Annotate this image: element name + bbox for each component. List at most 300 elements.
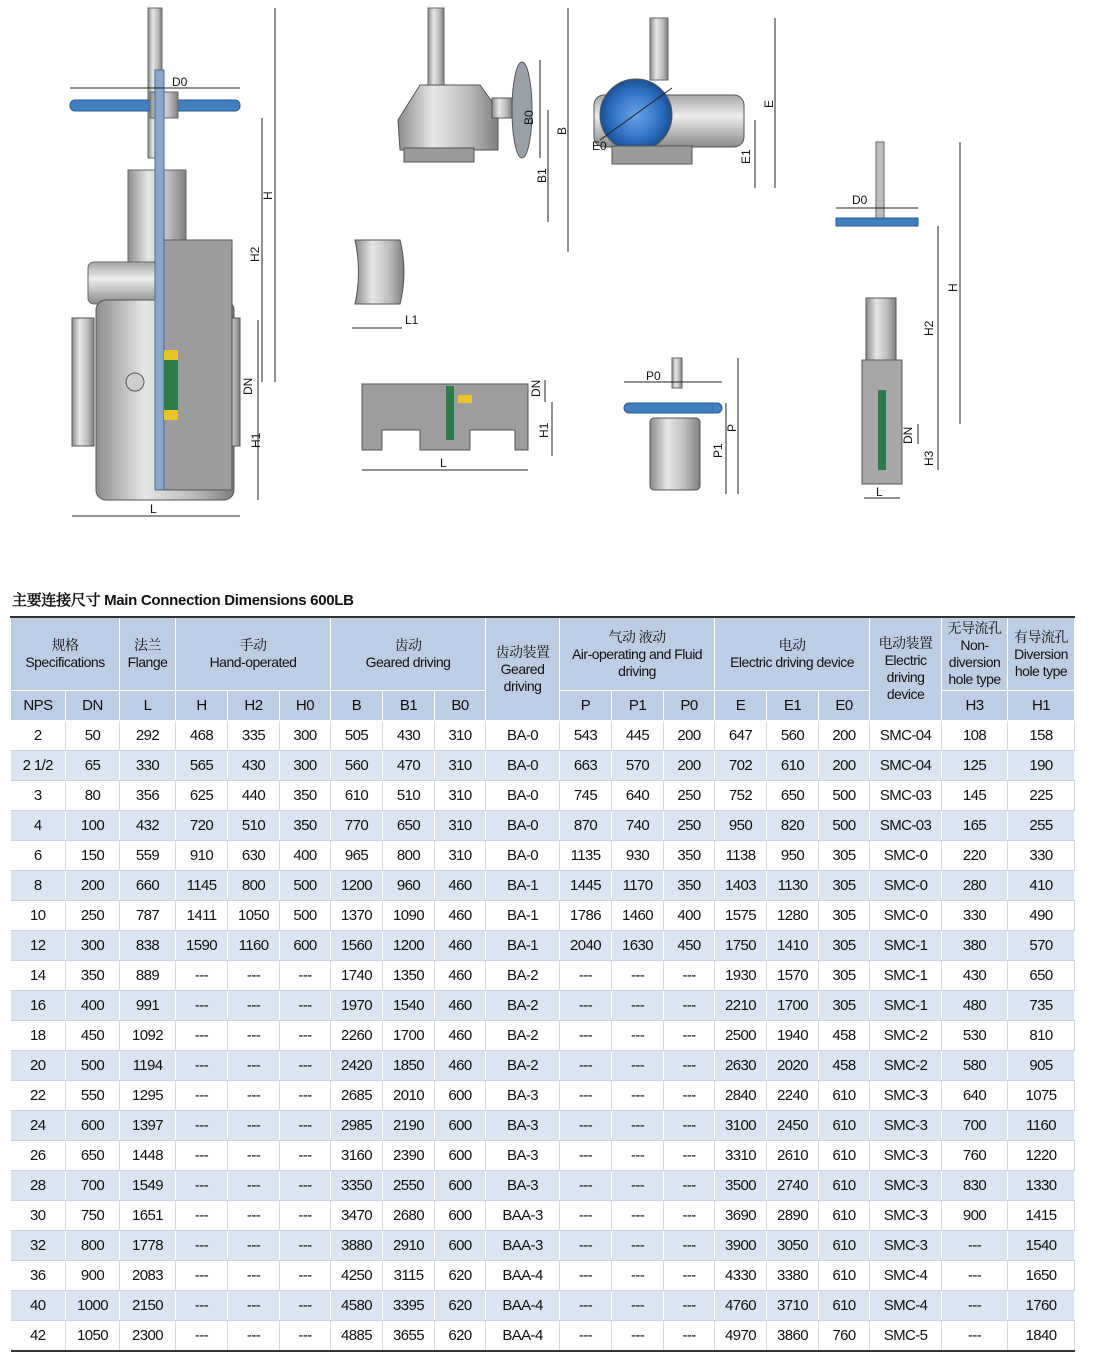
dim-knife-l: L <box>876 485 883 499</box>
table-cell: 905 <box>1008 1051 1075 1081</box>
table-cell: 2 <box>11 721 66 751</box>
table-cell: 760 <box>942 1141 1008 1171</box>
table-cell: --- <box>560 991 612 1021</box>
table-cell: --- <box>280 1021 331 1051</box>
table-cell: 610 <box>819 1231 870 1261</box>
table-cell: 350 <box>280 781 331 811</box>
table-cell: 225 <box>1008 781 1075 811</box>
table-cell: SMC-0 <box>870 871 942 901</box>
table-cell: 2420 <box>331 1051 383 1081</box>
table-cell: 305 <box>819 961 870 991</box>
table-cell: 305 <box>819 901 870 931</box>
table-cell: 4970 <box>715 1321 767 1352</box>
table-row <box>11 811 1075 841</box>
table-cell: 702 <box>715 751 767 781</box>
dim-section-l: L <box>440 456 447 470</box>
table-cell: 650 <box>66 1141 120 1171</box>
col-h2: H2 <box>228 691 280 721</box>
table-cell: --- <box>280 1261 331 1291</box>
table-cell: 889 <box>120 961 176 991</box>
table-cell: 700 <box>66 1171 120 1201</box>
table-cell: 1940 <box>767 1021 819 1051</box>
pneumatic-actuator-drawing <box>624 358 739 494</box>
table-cell: --- <box>228 1081 280 1111</box>
table-cell: 1075 <box>1008 1081 1075 1111</box>
table-cell: 3160 <box>331 1141 383 1171</box>
table-cell: 1560 <box>331 931 383 961</box>
table-cell: --- <box>664 1021 715 1051</box>
table-cell: 1448 <box>120 1141 176 1171</box>
table-cell: --- <box>280 1291 331 1321</box>
dim-knife-h2: H2 <box>922 320 936 336</box>
col-h1: H1 <box>1008 691 1075 721</box>
table-cell: 1135 <box>560 841 612 871</box>
table-cell: 1549 <box>120 1171 176 1201</box>
dim-b1: B1 <box>535 168 549 183</box>
dim-knife-dn: DN <box>901 426 915 444</box>
table-cell: 460 <box>435 991 486 1021</box>
table-cell: BA-3 <box>486 1081 560 1111</box>
table-cell: 760 <box>819 1321 870 1352</box>
electric-actuator-drawing <box>592 18 776 188</box>
table-cell: --- <box>612 1111 664 1141</box>
table-cell: 500 <box>280 871 331 901</box>
table-cell: 570 <box>612 751 664 781</box>
table-cell: 310 <box>435 811 486 841</box>
table-cell: --- <box>664 1291 715 1321</box>
table-cell: --- <box>612 1141 664 1171</box>
table-cell: 24 <box>11 1111 66 1141</box>
table-cell: SMC-1 <box>870 961 942 991</box>
table-cell: 600 <box>435 1201 486 1231</box>
dim-h1: H1 <box>249 432 263 448</box>
table-row <box>11 751 1075 781</box>
table-cell: 200 <box>819 751 870 781</box>
table-cell: 600 <box>435 1171 486 1201</box>
table-cell: SMC-3 <box>870 1111 942 1141</box>
table-cell: BAA-3 <box>486 1201 560 1231</box>
group-electric: 电动 Electric driving device <box>715 617 870 691</box>
table-cell: 305 <box>819 871 870 901</box>
table-cell: 2083 <box>120 1261 176 1291</box>
table-cell: 292 <box>120 721 176 751</box>
dim-h2: H2 <box>248 246 262 262</box>
table-cell: SMC-3 <box>870 1171 942 1201</box>
table-cell: 1540 <box>383 991 435 1021</box>
dimensions-table <box>10 616 1075 1352</box>
table-cell: --- <box>280 1171 331 1201</box>
table-cell: 530 <box>942 1021 1008 1051</box>
table-cell: 158 <box>1008 721 1075 751</box>
table-cell: 2150 <box>120 1291 176 1321</box>
table-cell: --- <box>560 1321 612 1352</box>
table-cell: --- <box>612 1081 664 1111</box>
table-cell: 460 <box>435 961 486 991</box>
table-cell: --- <box>280 961 331 991</box>
dim-p: P <box>725 423 739 432</box>
table-cell: 335 <box>228 721 280 751</box>
table-cell: 1590 <box>176 931 228 961</box>
table-cell: 610 <box>331 781 383 811</box>
table-cell: SMC-3 <box>870 1081 942 1111</box>
table-cell: 3050 <box>767 1231 819 1261</box>
table-cell: 2 1/2 <box>11 751 66 781</box>
table-cell: 1575 <box>715 901 767 931</box>
table-cell: --- <box>664 1201 715 1231</box>
table-cell: 305 <box>819 841 870 871</box>
dim-e1: E1 <box>739 149 753 164</box>
table-cell: 620 <box>435 1261 486 1291</box>
table-cell: --- <box>176 1141 228 1171</box>
table-cell: --- <box>228 1261 280 1291</box>
table-cell: SMC-3 <box>870 1141 942 1171</box>
table-cell: 165 <box>942 811 1008 841</box>
table-row <box>11 721 1075 751</box>
col-l: L <box>120 691 176 721</box>
table-cell: 1370 <box>331 901 383 931</box>
table-cell: 1778 <box>120 1231 176 1261</box>
table-cell: 356 <box>120 781 176 811</box>
table-cell: 50 <box>66 721 120 751</box>
table-cell: --- <box>176 1171 228 1201</box>
table-cell: 960 <box>383 871 435 901</box>
table-cell: 2040 <box>560 931 612 961</box>
table-cell: 3710 <box>767 1291 819 1321</box>
table-cell: --- <box>664 1321 715 1352</box>
table-cell: 3395 <box>383 1291 435 1321</box>
table-cell: --- <box>560 1051 612 1081</box>
table-cell: BAA-4 <box>486 1261 560 1291</box>
group-diversion: 有导流孔 Diversion hole type <box>1008 617 1075 691</box>
table-cell: 280 <box>942 871 1008 901</box>
table-cell: 3115 <box>383 1261 435 1291</box>
table-cell: 830 <box>942 1171 1008 1201</box>
table-cell: SMC-5 <box>870 1321 942 1352</box>
table-cell: 2390 <box>383 1141 435 1171</box>
col-h: H <box>176 691 228 721</box>
table-cell: 1630 <box>612 931 664 961</box>
table-body <box>11 721 1075 1352</box>
table-cell: 1350 <box>383 961 435 991</box>
table-cell: 400 <box>280 841 331 871</box>
table-cell: 28 <box>11 1171 66 1201</box>
table-cell: 600 <box>435 1111 486 1141</box>
table-cell: 36 <box>11 1261 66 1291</box>
table-cell: SMC-0 <box>870 841 942 871</box>
table-cell: BAA-3 <box>486 1231 560 1261</box>
table-cell: 838 <box>120 931 176 961</box>
table-cell: 445 <box>612 721 664 751</box>
table-cell: 350 <box>664 841 715 871</box>
table-cell: --- <box>280 1201 331 1231</box>
table-cell: --- <box>228 961 280 991</box>
table-cell: 468 <box>176 721 228 751</box>
table-cell: 1570 <box>767 961 819 991</box>
table-cell: 1415 <box>1008 1201 1075 1231</box>
table-cell: --- <box>228 1171 280 1201</box>
table-cell: BA-2 <box>486 1021 560 1051</box>
table-cell: --- <box>228 991 280 1021</box>
table-cell: SMC-03 <box>870 781 942 811</box>
dim-section-h1: H1 <box>537 422 551 438</box>
table-cell: 10 <box>11 901 66 931</box>
group-geared-device: 齿动装置 Geared driving <box>486 617 560 721</box>
table-cell: 2840 <box>715 1081 767 1111</box>
table-cell: 3470 <box>331 1201 383 1231</box>
table-cell: --- <box>280 1141 331 1171</box>
table-cell: 950 <box>715 811 767 841</box>
table-cell: --- <box>280 1111 331 1141</box>
table-cell: --- <box>560 1021 612 1051</box>
table-cell: BA-2 <box>486 1051 560 1081</box>
table-cell: 4885 <box>331 1321 383 1352</box>
table-cell: 560 <box>767 721 819 751</box>
table-cell: --- <box>560 961 612 991</box>
table-cell: 600 <box>280 931 331 961</box>
table-cell: 1700 <box>767 991 819 1021</box>
table-cell: BA-2 <box>486 991 560 1021</box>
table-cell: 610 <box>819 1261 870 1291</box>
table-cell: --- <box>228 1201 280 1231</box>
table-cell: BAA-4 <box>486 1321 560 1352</box>
table-cell: 870 <box>560 811 612 841</box>
col-dn: DN <box>66 691 120 721</box>
table-cell: 3310 <box>715 1141 767 1171</box>
table-cell: --- <box>176 1111 228 1141</box>
table-cell: BAA-4 <box>486 1291 560 1321</box>
table-cell: 470 <box>383 751 435 781</box>
table-cell: 600 <box>435 1141 486 1171</box>
table-cell: 700 <box>942 1111 1008 1141</box>
table-cell: --- <box>560 1171 612 1201</box>
table-cell: 458 <box>819 1051 870 1081</box>
table-cell: 20 <box>11 1051 66 1081</box>
table-cell: SMC-04 <box>870 721 942 751</box>
table-cell: 600 <box>435 1081 486 1111</box>
table-row <box>11 1321 1075 1352</box>
table-cell: SMC-03 <box>870 811 942 841</box>
table-cell: 3350 <box>331 1171 383 1201</box>
table-cell: 250 <box>66 901 120 931</box>
table-cell: 330 <box>942 901 1008 931</box>
table-cell: SMC-4 <box>870 1291 942 1321</box>
table-cell: 2610 <box>767 1141 819 1171</box>
table-cell: 440 <box>228 781 280 811</box>
table-cell: --- <box>612 961 664 991</box>
table-cell: 1200 <box>383 931 435 961</box>
table-cell: 255 <box>1008 811 1075 841</box>
table-cell: --- <box>664 1051 715 1081</box>
table-cell: 310 <box>435 781 486 811</box>
header-group-row <box>11 617 1075 691</box>
table-cell: BA-0 <box>486 751 560 781</box>
table-cell: 145 <box>942 781 1008 811</box>
table-cell: 2550 <box>383 1171 435 1201</box>
table-cell: 580 <box>942 1051 1008 1081</box>
table-cell: 745 <box>560 781 612 811</box>
table-cell: 250 <box>664 781 715 811</box>
table-cell: 910 <box>176 841 228 871</box>
table-cell: 900 <box>942 1201 1008 1231</box>
table-cell: 330 <box>120 751 176 781</box>
dim-e: E <box>762 99 776 108</box>
table-cell: 650 <box>767 781 819 811</box>
table-cell: 2240 <box>767 1081 819 1111</box>
dim-knife-h3: H3 <box>922 450 936 466</box>
table-cell: 1200 <box>331 871 383 901</box>
table-cell: --- <box>280 1081 331 1111</box>
dim-p1: P1 <box>711 443 725 458</box>
table-cell: BA-0 <box>486 811 560 841</box>
table-cell: 410 <box>1008 871 1075 901</box>
col-e: E <box>715 691 767 721</box>
table-cell: 310 <box>435 751 486 781</box>
table-cell: 2450 <box>767 1111 819 1141</box>
table-cell: 810 <box>1008 1021 1075 1051</box>
table-cell: 2890 <box>767 1201 819 1231</box>
table-cell: 1540 <box>1008 1231 1075 1261</box>
table-cell: --- <box>228 1021 280 1051</box>
table-cell: 6 <box>11 841 66 871</box>
knife-gate-drawing <box>836 142 960 499</box>
table-cell: 610 <box>819 1111 870 1141</box>
table-cell: 330 <box>1008 841 1075 871</box>
table-cell: --- <box>228 1051 280 1081</box>
table-cell: 500 <box>280 901 331 931</box>
table-cell: 430 <box>942 961 1008 991</box>
table-cell: 1090 <box>383 901 435 931</box>
table-cell: 1397 <box>120 1111 176 1141</box>
table-cell: 1280 <box>767 901 819 931</box>
table-cell: --- <box>560 1111 612 1141</box>
col-p0: P0 <box>664 691 715 721</box>
group-specifications: 规格 Specifications <box>11 617 120 691</box>
table-cell: --- <box>280 991 331 1021</box>
dim-d0: D0 <box>172 75 188 89</box>
table-cell: 3690 <box>715 1201 767 1231</box>
table-cell: 65 <box>66 751 120 781</box>
col-h0: H0 <box>280 691 331 721</box>
table-cell: 2190 <box>383 1111 435 1141</box>
table-cell: 640 <box>612 781 664 811</box>
table-cell: 2300 <box>120 1321 176 1352</box>
table-cell: BA-3 <box>486 1141 560 1171</box>
table-cell: --- <box>280 1051 331 1081</box>
table-cell: 2740 <box>767 1171 819 1201</box>
table-cell: 1750 <box>715 931 767 961</box>
table-cell: --- <box>612 1261 664 1291</box>
dim-b0: B0 <box>522 110 536 125</box>
dim-l1: L1 <box>405 313 419 327</box>
table-cell: 610 <box>819 1081 870 1111</box>
table-cell: 400 <box>664 901 715 931</box>
table-cell: BA-1 <box>486 901 560 931</box>
table-cell: 30 <box>11 1201 66 1231</box>
group-electric-device: 电动装置 Electric driving device <box>870 617 942 721</box>
table-cell: --- <box>560 1081 612 1111</box>
table-cell: --- <box>664 1171 715 1201</box>
table-cell: 900 <box>66 1261 120 1291</box>
table-cell: 125 <box>942 751 1008 781</box>
table-row <box>11 1231 1075 1261</box>
table-cell: 1460 <box>612 901 664 931</box>
table-cell: 305 <box>819 931 870 961</box>
table-cell: --- <box>664 991 715 1021</box>
table-cell: 3 <box>11 781 66 811</box>
table-cell: 430 <box>383 721 435 751</box>
table-cell: BA-0 <box>486 841 560 871</box>
table-cell: 150 <box>66 841 120 871</box>
table-cell: --- <box>560 1231 612 1261</box>
dim-e0: E0 <box>592 139 607 153</box>
table-cell: --- <box>228 1231 280 1261</box>
table-cell: 450 <box>664 931 715 961</box>
table-cell: SMC-3 <box>870 1231 942 1261</box>
table-cell: --- <box>280 1231 331 1261</box>
table-cell: 647 <box>715 721 767 751</box>
table-cell: 1145 <box>176 871 228 901</box>
table-cell: --- <box>560 1201 612 1231</box>
table-cell: 600 <box>435 1231 486 1261</box>
col-b0: B0 <box>435 691 486 721</box>
table-cell: 14 <box>11 961 66 991</box>
table-cell: --- <box>612 991 664 1021</box>
table-cell: 350 <box>66 961 120 991</box>
table-cell: SMC-04 <box>870 751 942 781</box>
table-cell: 4760 <box>715 1291 767 1321</box>
table-cell: 1740 <box>331 961 383 991</box>
table-cell: 1330 <box>1008 1171 1075 1201</box>
table-cell: 1092 <box>120 1021 176 1051</box>
stub-end-drawing <box>352 240 419 328</box>
dim-knife-d0: D0 <box>852 193 868 207</box>
table-cell: 1850 <box>383 1051 435 1081</box>
table-cell: --- <box>176 991 228 1021</box>
table-cell: 620 <box>435 1321 486 1352</box>
table-cell: 1650 <box>1008 1261 1075 1291</box>
table-cell: SMC-4 <box>870 1261 942 1291</box>
table-cell: 200 <box>66 871 120 901</box>
table-cell: 460 <box>435 1051 486 1081</box>
table-cell: 991 <box>120 991 176 1021</box>
table-cell: --- <box>942 1261 1008 1291</box>
table-cell: --- <box>176 1231 228 1261</box>
table-cell: 432 <box>120 811 176 841</box>
table-cell: 1130 <box>767 871 819 901</box>
table-cell: 350 <box>280 811 331 841</box>
table-cell: 310 <box>435 721 486 751</box>
table-cell: --- <box>176 961 228 991</box>
table-cell: 559 <box>120 841 176 871</box>
table-cell: SMC-1 <box>870 991 942 1021</box>
table-cell: 350 <box>664 871 715 901</box>
table-cell: --- <box>664 1231 715 1261</box>
table-cell: 800 <box>66 1231 120 1261</box>
table-cell: 1700 <box>383 1021 435 1051</box>
table-row <box>11 901 1075 931</box>
table-cell: 2685 <box>331 1081 383 1111</box>
table-cell: 1760 <box>1008 1291 1075 1321</box>
col-e0: E0 <box>819 691 870 721</box>
table-cell: 3380 <box>767 1261 819 1291</box>
table-cell: BA-2 <box>486 961 560 991</box>
table-cell: 1170 <box>612 871 664 901</box>
table-cell: 1295 <box>120 1081 176 1111</box>
table-cell: 1194 <box>120 1051 176 1081</box>
table-cell: 460 <box>435 901 486 931</box>
table-cell: --- <box>942 1231 1008 1261</box>
table-cell: 930 <box>612 841 664 871</box>
